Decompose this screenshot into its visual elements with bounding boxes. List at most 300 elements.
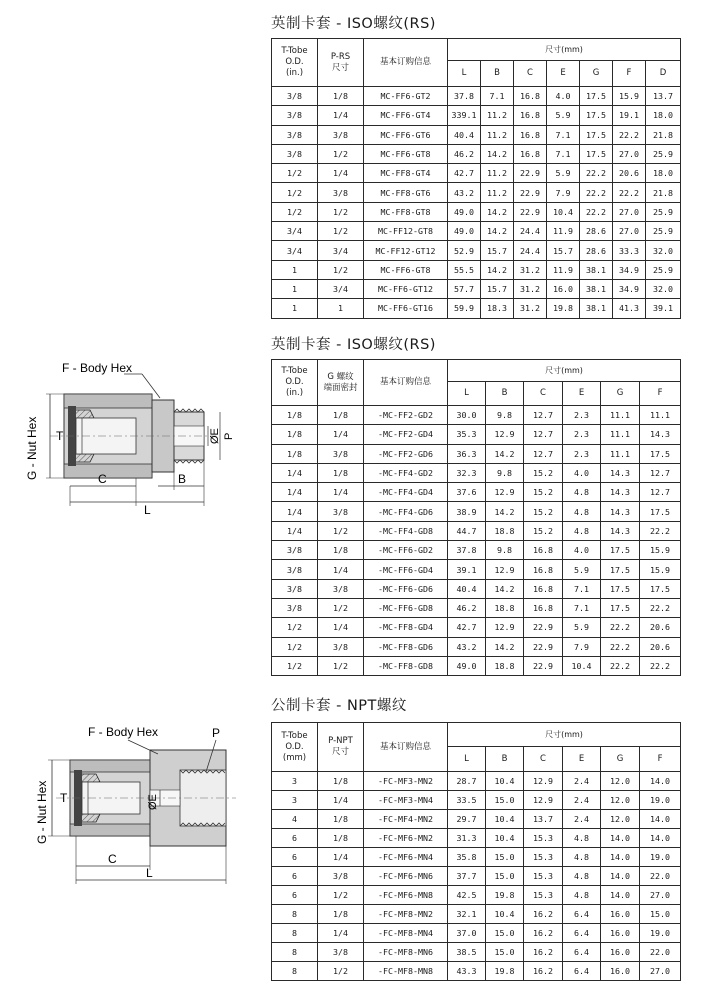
table-cell: 25.9 [646,222,681,241]
table-cell: 1/2 [318,521,364,540]
header-dim-g: G [601,747,640,772]
table-cell: 59.9 [448,299,481,318]
table-cell: 1/4 [318,791,364,810]
table-cell: 28.6 [580,241,613,260]
table-cell: 16.0 [547,279,580,298]
table-cell: 22.2 [580,164,613,183]
table-cell: 1/4 [318,425,364,444]
table-cell: 1/4 [272,521,318,540]
table-cell: 39.1 [448,560,486,579]
table-cell: 1/2 [318,222,364,241]
table-row [272,598,681,617]
table-cell: 25.9 [646,202,681,221]
table-cell: 14.3 [601,483,640,502]
table-cell: 24.4 [514,222,547,241]
table-row [272,656,681,675]
table-cell: 41.3 [613,299,646,318]
table-cell: 18.8 [486,521,524,540]
table-cell: 3/8 [318,444,364,463]
order-code-cell: -MC-FF8-GD8 [364,656,448,675]
table-row [272,299,681,318]
female-connector-diagram [30,720,250,892]
order-code-cell: -FC-MF6-MN4 [364,848,448,867]
table-cell: 25.9 [646,144,681,163]
order-code-cell: -MC-FF6-GD4 [364,560,448,579]
table-row [272,106,681,125]
table-cell: 1/2 [318,962,364,981]
table-cell: 14.0 [640,810,681,829]
table-cell: 16.2 [524,943,563,962]
table-cell: 17.5 [580,106,613,125]
table-row [272,463,681,482]
table-cell: 18.8 [486,656,524,675]
header-thread: G 螺纹 端面密封 [318,360,364,406]
table-cell: 1/2 [318,656,364,675]
table-cell: 8 [272,943,318,962]
table-row [272,810,681,829]
table-cell: 6 [272,829,318,848]
table-row [272,183,681,202]
table-cell: 22.2 [640,598,681,617]
table-cell: 3/8 [272,106,318,125]
table-cell: 10.4 [486,829,524,848]
port-label: P [212,726,221,740]
dimension-c-label: C [98,472,107,486]
table-cell: 1/8 [318,541,364,560]
order-code-cell: -MC-FF2-GD6 [364,444,448,463]
table-cell: 17.5 [640,579,681,598]
table-cell: 2.4 [563,772,601,791]
section-3-title: 公制卡套 - NPT螺纹 [271,698,407,714]
table-cell: 1/4 [318,848,364,867]
table-cell: 13.7 [524,810,563,829]
table-cell: 10.4 [547,202,580,221]
table-cell: 22.9 [514,164,547,183]
table-cell: 42.7 [448,618,486,637]
table-cell: 4.8 [563,867,601,886]
table-cell: 42.5 [448,886,486,905]
table-row [272,637,681,656]
header-tube-od: T-Tobe O.D. (in.) [272,360,318,406]
table-cell: 3/8 [318,637,364,656]
table-cell: 14.0 [601,848,640,867]
table-cell: 7.1 [547,125,580,144]
order-code-cell: -MC-FF2-GD2 [364,406,448,425]
table-row [272,502,681,521]
table-row [272,618,681,637]
table-cell: 15.0 [486,791,524,810]
bore-diameter-label: ØE [209,428,221,444]
table-cell: 4.0 [563,463,601,482]
table-cell: 22.2 [640,521,681,540]
table-cell: 46.2 [448,144,481,163]
table-cell: 1/2 [272,164,318,183]
table-cell: 14.3 [601,463,640,482]
table-cell: 43.2 [448,183,481,202]
table-cell: 15.0 [640,905,681,924]
table-cell: 4.8 [563,521,601,540]
table-cell: 15.9 [640,560,681,579]
table-cell: 32.3 [448,463,486,482]
table-cell: 27.0 [640,962,681,981]
table-cell: 38.1 [580,260,613,279]
table-cell: 31.2 [514,299,547,318]
table-cell: 6.4 [563,905,601,924]
table-row [272,279,681,298]
table-row [272,905,681,924]
table-cell: 14.0 [601,829,640,848]
table-cell: 8 [272,962,318,981]
table-cell: 15.2 [524,502,563,521]
table-cell: 15.9 [640,541,681,560]
table-cell: 39.1 [646,299,681,318]
table-cell: 1/8 [272,406,318,425]
table-cell: 38.1 [580,279,613,298]
order-code-cell: MC-FF6-GT8 [364,144,448,163]
table-cell: 16.2 [524,905,563,924]
table-cell: 13.7 [646,87,681,106]
table-row [272,943,681,962]
table-cell: 38.1 [580,299,613,318]
table-cell: 3/4 [272,222,318,241]
table-cell: 1/2 [272,202,318,221]
table-cell: 1/4 [318,164,364,183]
header-dim-b: B [481,61,514,87]
table-cell: 6.4 [563,924,601,943]
table-row [272,87,681,106]
table-cell: 22.2 [580,202,613,221]
table-row [272,962,681,981]
table-cell: 1/8 [318,905,364,924]
table-cell: 11.2 [481,106,514,125]
table-cell: 1/4 [318,106,364,125]
table-cell: 16.2 [524,962,563,981]
table-cell: 2.3 [563,425,601,444]
table-cell: 49.0 [448,222,481,241]
order-code-cell: -MC-FF6-GD8 [364,598,448,617]
table-cell: 15.0 [486,848,524,867]
table-cell: 3/8 [318,579,364,598]
table-cell: 16.0 [601,962,640,981]
table-cell: 1 [272,279,318,298]
table-row [272,425,681,444]
table-cell: 16.2 [524,924,563,943]
order-code-cell: -FC-MF8-MN6 [364,943,448,962]
table-cell: 27.0 [613,144,646,163]
table-cell: 1/4 [318,560,364,579]
table-cell: 16.8 [514,106,547,125]
table-cell: 1/4 [272,463,318,482]
table-cell: 1/8 [318,810,364,829]
table-cell: 15.9 [613,87,646,106]
table-cell: 16.8 [524,598,563,617]
order-code-cell: -MC-FF2-GD4 [364,425,448,444]
table-cell: 42.7 [448,164,481,183]
table-cell: 27.0 [640,886,681,905]
table-cell: 1/2 [318,598,364,617]
table-cell: 43.2 [448,637,486,656]
tube-od-label: T [56,429,64,443]
header-dim-f: F [640,747,681,772]
table-cell: 19.8 [486,962,524,981]
table-cell: 15.2 [524,483,563,502]
order-code-cell: -FC-MF3-MN4 [364,791,448,810]
table-cell: 15.7 [481,241,514,260]
table-cell: 2.4 [563,791,601,810]
table-row [272,241,681,260]
tube-od-label: T [60,791,68,805]
order-code-cell: -FC-MF8-MN8 [364,962,448,981]
order-code-cell: MC-FF8-GT8 [364,202,448,221]
table-cell: 4.8 [563,483,601,502]
table-cell: 15.2 [524,463,563,482]
header-port-size: P-RS 尺寸 [318,39,364,87]
table-cell: 3/8 [272,144,318,163]
table-cell: 7.1 [563,579,601,598]
order-code-cell: MC-FF12-GT12 [364,241,448,260]
header-dim-l: L [448,747,486,772]
table-cell: 8 [272,905,318,924]
header-dim-b: B [486,382,524,406]
header-order-info: 基本订购信息 [364,723,448,772]
table-cell: 22.9 [514,183,547,202]
spec-table-g-face-seal [271,359,681,676]
table-cell: 339.1 [448,106,481,125]
table-cell: 12.7 [640,463,681,482]
table-cell: 7.9 [547,183,580,202]
table-row [272,164,681,183]
table-cell: 1/8 [272,444,318,463]
table-cell: 15.3 [524,829,563,848]
table-cell: 2.4 [563,810,601,829]
table-cell: 3/8 [272,87,318,106]
order-code-cell: -MC-FF6-GD6 [364,579,448,598]
order-code-cell: MC-FF6-GT6 [364,125,448,144]
table-cell: 18.0 [646,164,681,183]
table-cell: 27.0 [613,202,646,221]
table-cell: 1/2 [318,260,364,279]
table-cell: 22.2 [601,656,640,675]
order-code-cell: -MC-FF4-GD2 [364,463,448,482]
table-cell: 18.8 [486,598,524,617]
table-cell: 34.9 [613,279,646,298]
table-cell: 15.0 [486,943,524,962]
table-cell: 9.8 [486,463,524,482]
table-cell: 12.0 [601,791,640,810]
table-cell: 7.1 [563,598,601,617]
table-cell: 19.8 [486,886,524,905]
table-cell: 11.1 [601,406,640,425]
table-cell: 1/2 [272,183,318,202]
order-code-cell: -FC-MF3-MN2 [364,772,448,791]
table-cell: 5.9 [563,618,601,637]
table-row [272,125,681,144]
table-cell: 2.3 [563,444,601,463]
table-cell: 3/8 [272,598,318,617]
table-cell: 14.0 [601,867,640,886]
table-cell: 12.0 [601,810,640,829]
table-cell: 22.2 [613,125,646,144]
table-cell: 14.2 [481,144,514,163]
table-cell: 3/4 [318,241,364,260]
table-cell: 12.9 [486,560,524,579]
table-cell: 18.0 [646,106,681,125]
order-code-cell: MC-FF6-GT2 [364,87,448,106]
table-cell: 16.8 [514,144,547,163]
table-cell: 1/8 [318,87,364,106]
order-code-cell: MC-FF12-GT8 [364,222,448,241]
header-dim-f: F [640,382,681,406]
table-cell: 19.8 [547,299,580,318]
table-cell: 5.9 [547,164,580,183]
table-cell: 5.9 [563,560,601,579]
order-code-cell: -FC-MF6-MN8 [364,886,448,905]
table-cell: 14.0 [640,829,681,848]
table-cell: 3 [272,772,318,791]
dimension-c-label: C [108,852,117,866]
table-cell: 14.2 [481,260,514,279]
table-cell: 3/8 [272,541,318,560]
table-row [272,791,681,810]
table-cell: 1/2 [272,618,318,637]
header-dim-c: C [514,61,547,87]
order-code-cell: -MC-FF8-GD6 [364,637,448,656]
table-cell: 12.7 [524,425,563,444]
body-hex-label: F - Body Hex [88,725,159,739]
table-cell: 15.3 [524,886,563,905]
table-cell: 37.8 [448,87,481,106]
table-cell: 29.7 [448,810,486,829]
table-cell: 37.6 [448,483,486,502]
nut-hex-label: G - Nut Hex [25,416,39,480]
table-cell: 14.2 [486,579,524,598]
table-cell: 38.5 [448,943,486,962]
table-cell: 16.0 [601,924,640,943]
table-cell: 4.8 [563,829,601,848]
order-code-cell: MC-FF6-GT12 [364,279,448,298]
table-cell: 22.2 [601,637,640,656]
table-cell: 9.8 [486,406,524,425]
table-row [272,541,681,560]
order-code-cell: -FC-MF8-MN2 [364,905,448,924]
table-cell: 2.3 [563,406,601,425]
table-cell: 11.1 [601,444,640,463]
header-dim-l: L [448,382,486,406]
table-cell: 1/8 [318,406,364,425]
table-cell: 15.3 [524,867,563,886]
table-cell: 32.1 [448,905,486,924]
table-cell: 6.4 [563,962,601,981]
table-cell: 3/4 [318,279,364,298]
table-cell: 1/8 [318,772,364,791]
order-code-cell: -MC-FF6-GD2 [364,541,448,560]
order-code-cell: -FC-MF6-MN6 [364,867,448,886]
table-cell: 17.5 [601,579,640,598]
table-cell: 11.2 [481,125,514,144]
order-code-cell: MC-FF6-GT16 [364,299,448,318]
order-code-cell: MC-FF6-GT4 [364,106,448,125]
table-cell: 10.4 [486,905,524,924]
table-cell: 37.8 [448,541,486,560]
table-cell: 14.2 [486,444,524,463]
table-cell: 22.9 [524,656,563,675]
table-cell: 12.9 [524,791,563,810]
order-code-cell: -MC-FF8-GD4 [364,618,448,637]
table-cell: 6 [272,886,318,905]
table-cell: 16.0 [601,905,640,924]
table-cell: 6 [272,867,318,886]
table-row [272,222,681,241]
table-cell: 11.1 [601,425,640,444]
table-cell: 36.3 [448,444,486,463]
table-cell: 14.3 [601,502,640,521]
table-cell: 22.0 [640,943,681,962]
table-cell: 5.9 [547,106,580,125]
table-cell: 12.7 [524,406,563,425]
table-cell: 4.0 [563,541,601,560]
spec-table-npt [271,722,681,981]
order-code-cell: -MC-FF4-GD4 [364,483,448,502]
table-cell: 22.2 [640,656,681,675]
table-cell: 4.8 [563,886,601,905]
header-dim-e: E [563,747,601,772]
table-cell: 15.3 [524,848,563,867]
table-cell: 20.6 [613,164,646,183]
table-cell: 17.5 [580,87,613,106]
table-cell: 9.8 [486,541,524,560]
table-cell: 1/8 [318,463,364,482]
table-cell: 32.0 [646,279,681,298]
table-cell: 17.5 [640,444,681,463]
table-cell: 16.0 [601,943,640,962]
header-dim-d: D [646,61,681,87]
order-code-cell: -FC-MF6-MN2 [364,829,448,848]
table-cell: 14.2 [486,502,524,521]
table-cell: 4.8 [563,502,601,521]
table-cell: 4 [272,810,318,829]
table-cell: 22.9 [524,637,563,656]
table-cell: 19.0 [640,848,681,867]
table-cell: 34.9 [613,260,646,279]
header-dim-l: L [448,61,481,87]
table-cell: 46.2 [448,598,486,617]
table-cell: 3/8 [272,125,318,144]
table-cell: 17.5 [601,541,640,560]
table-cell: 18.3 [481,299,514,318]
table-cell: 40.4 [448,579,486,598]
section-1-title: 英制卡套 - ISO螺纹(RS) [271,16,436,32]
table-row [272,772,681,791]
table-cell: 44.7 [448,521,486,540]
table-cell: 22.2 [613,183,646,202]
table-cell: 12.7 [524,444,563,463]
table-cell: 33.5 [448,791,486,810]
table-cell: 16.8 [514,125,547,144]
table-cell: 14.0 [601,886,640,905]
header-dim-g: G [601,382,640,406]
table-cell: 1 [272,299,318,318]
table-cell: 3/8 [272,560,318,579]
table-cell: 38.9 [448,502,486,521]
table-cell: 1/2 [318,144,364,163]
table-cell: 22.9 [524,618,563,637]
table-cell: 1/2 [272,656,318,675]
table-cell: 11.9 [547,260,580,279]
table-cell: 27.0 [613,222,646,241]
table-cell: 30.0 [448,406,486,425]
dimension-l-label: L [144,503,151,517]
table-cell: 1/4 [272,502,318,521]
